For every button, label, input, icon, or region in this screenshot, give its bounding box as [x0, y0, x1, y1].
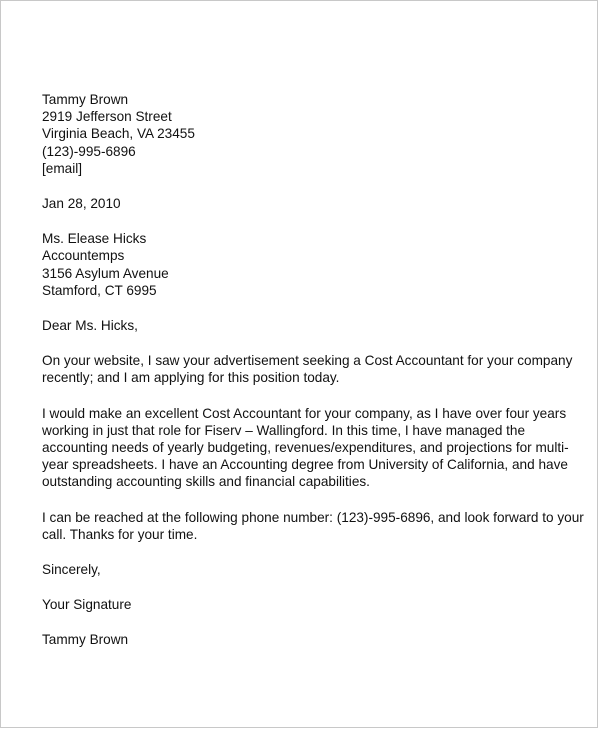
closing-block — [42, 561, 572, 578]
paragraph-line: I would make an excellent Cost Accountant for your company, as I have over four years — [42, 405, 567, 421]
paragraph-line: recently; and I am applying for this position today. — [42, 370, 340, 386]
paragraph-line: outstanding accounting skills and financial capabilities. — [42, 474, 370, 490]
paragraph-line: accounting needs of yearly budgeting, revenues/expenditures, and projections for multi- — [42, 440, 569, 456]
sender-name: Tammy Brown — [42, 92, 129, 107]
salutation-block — [42, 317, 572, 334]
paragraph-line: On your website, I saw your advertisement seeking a Cost Accountant for your company — [42, 353, 573, 369]
sender-phone: (123)-995-6896 — [42, 143, 136, 159]
closing: Sincerely, — [42, 562, 101, 578]
salutation: Dear Ms. Hicks, — [42, 318, 138, 334]
paragraph-line: call. Thanks for your time. — [42, 526, 198, 542]
paragraph-line: working in just that role for Fiserv – Wallingford. In this time, I have managed the — [42, 422, 526, 438]
recipient-company: Accountemps — [42, 248, 125, 264]
signature: Your Signature — [42, 597, 132, 613]
sender-street: 2919 Jefferson Street — [42, 109, 172, 125]
recipient-name: Ms. Elease Hicks — [42, 231, 147, 247]
body-paragraph-2 — [42, 405, 572, 491]
body-paragraph-1 — [42, 352, 572, 386]
date-block — [42, 195, 572, 212]
signer-name: Tammy Brown — [42, 632, 129, 648]
signature-block — [42, 596, 572, 613]
paragraph-line: I can be reached at the following phone number: (123)-995-6896, and look forward to your — [42, 509, 584, 525]
recipient-city-state-zip: Stamford, CT 6995 — [42, 282, 157, 298]
paragraph-line: year spreadsheets. I have an Accounting degree from University of California, and have — [42, 457, 568, 473]
sender-email: [email] — [42, 160, 83, 176]
sender-city-state-zip: Virginia Beach, VA 23455 — [42, 126, 195, 142]
recipient-street: 3156 Asylum Avenue — [42, 265, 169, 281]
cover-letter — [42, 91, 584, 649]
recipient-address-block — [42, 230, 572, 299]
letter-date: Jan 28, 2010 — [42, 196, 121, 212]
signer-block — [42, 631, 572, 648]
sender-address-block — [42, 91, 572, 177]
body-paragraph-3 — [42, 509, 584, 543]
